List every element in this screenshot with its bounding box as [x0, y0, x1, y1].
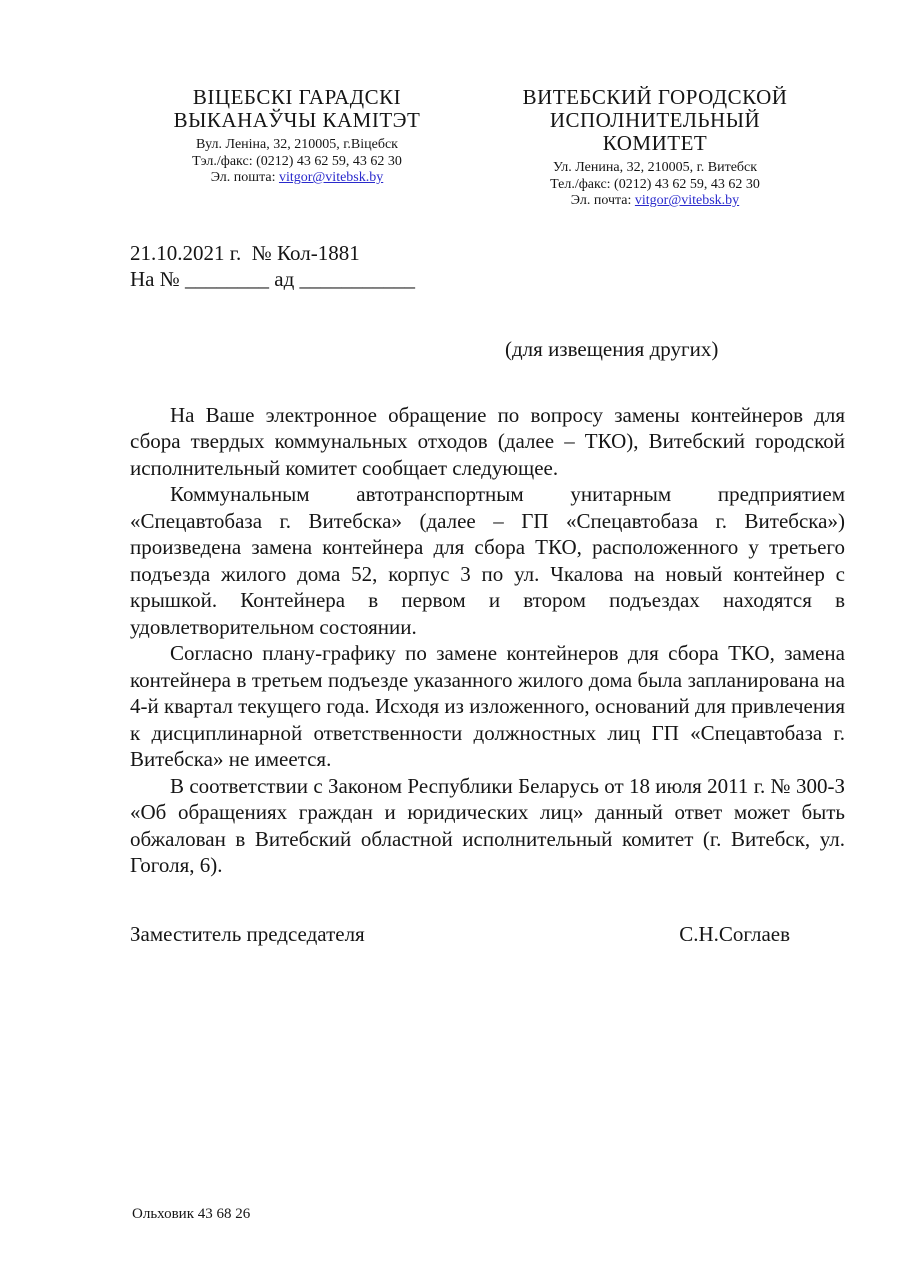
email-link-by[interactable]: vitgor@vitebsk.by — [278, 170, 384, 185]
org-email-line-by — [137, 170, 457, 187]
letter-body — [130, 402, 845, 879]
org-email-line-ru — [495, 193, 815, 210]
signer-position: Заместитель председателя — [130, 921, 365, 946]
org-phone-by: Тэл./факс: (0212) 43 62 59, 43 62 30 — [192, 153, 402, 169]
signer-name: С.Н.Соглаев — [679, 921, 790, 946]
paragraph-1: На Ваше электронное обращение по вопросу замены контейнеров для сбора твердых коммунальных отходов (далее – ТКО), Витебский городской исполнительный комитет сообщает следующее. — [130, 402, 845, 480]
org-name-line1-by: ВІЦЕБСКІ ГАРАДСКІ — [192, 85, 402, 109]
executor-footer: Ольховик 43 68 26 — [132, 1205, 251, 1222]
org-phone-ru: Тел./факс: (0212) 43 62 59, 43 62 30 — [550, 176, 760, 192]
letterhead — [0, 0, 905, 210]
org-name-line2-by: ВЫКАНАЎЧЫ КАМІТЭТ — [173, 108, 421, 132]
letterhead-details-ru — [495, 160, 815, 210]
org-address-ru: Ул. Ленина, 32, 210005, г. Витебск — [552, 160, 758, 175]
notice-line: (для извещения других) — [505, 336, 719, 361]
incoming-reference-line: На № ________ ад ___________ — [130, 266, 416, 291]
outgoing-date-number: 21.10.2021 г. № Кол-1881 — [130, 240, 360, 265]
letterhead-details-by — [137, 137, 457, 187]
paragraph-4: В соответствии с Законом Республики Беларусь от 18 июля 2011 г. № 300-З «Об обращениях граждан и юридических лиц» данный ответ может быть обжалован в Витебский областной исполнительный комитет (г. Витебск, ул. Гоголя, 6). — [130, 773, 845, 877]
paragraph-3: Согласно плану-графику по замене контейнеров для сбора ТКО, замена контейнера в третьем подъезде указанного жилого дома была запланирована на 4-й квартал текущего года. Исходя из изложенного, оснований для привлечения к дисциплинарной ответственности должностных лиц ГП «Спецавтобаза г. Витебска» не имеется. — [130, 641, 845, 771]
email-label-by: Эл. пошта: — [210, 170, 279, 185]
email-link-ru[interactable]: vitgor@vitebsk.by — [634, 193, 740, 208]
org-address-by: Вул. Леніна, 32, 210005, г.Віцебск — [196, 137, 398, 152]
letterhead-belarusian — [137, 86, 457, 210]
signature-row — [130, 921, 845, 947]
email-label-ru: Эл. почта: — [570, 193, 635, 208]
org-name-line2-ru: ИСПОЛНИТЕЛЬНЫЙ КОМИТЕТ — [549, 108, 761, 155]
reference-block — [130, 240, 905, 292]
org-name-line1-ru: ВИТЕБСКИЙ ГОРОДСКОЙ — [522, 85, 788, 109]
letterhead-russian — [495, 86, 815, 210]
paragraph-2: Коммунальным автотранспортным унитарным предприятием «Спецавтобаза г. Витебска» (далее – ГП «Спецавтобаза г. Витебска») произведена замена контейнера для сбора ТКО, расположенного у третьего подъезда жилого дома 52, корпус 3 по ул. Чкалова на новый контейнер с крышкой. Контейнера в первом и втором подъездах находятся в удовлетворительном состоянии. — [130, 482, 845, 639]
